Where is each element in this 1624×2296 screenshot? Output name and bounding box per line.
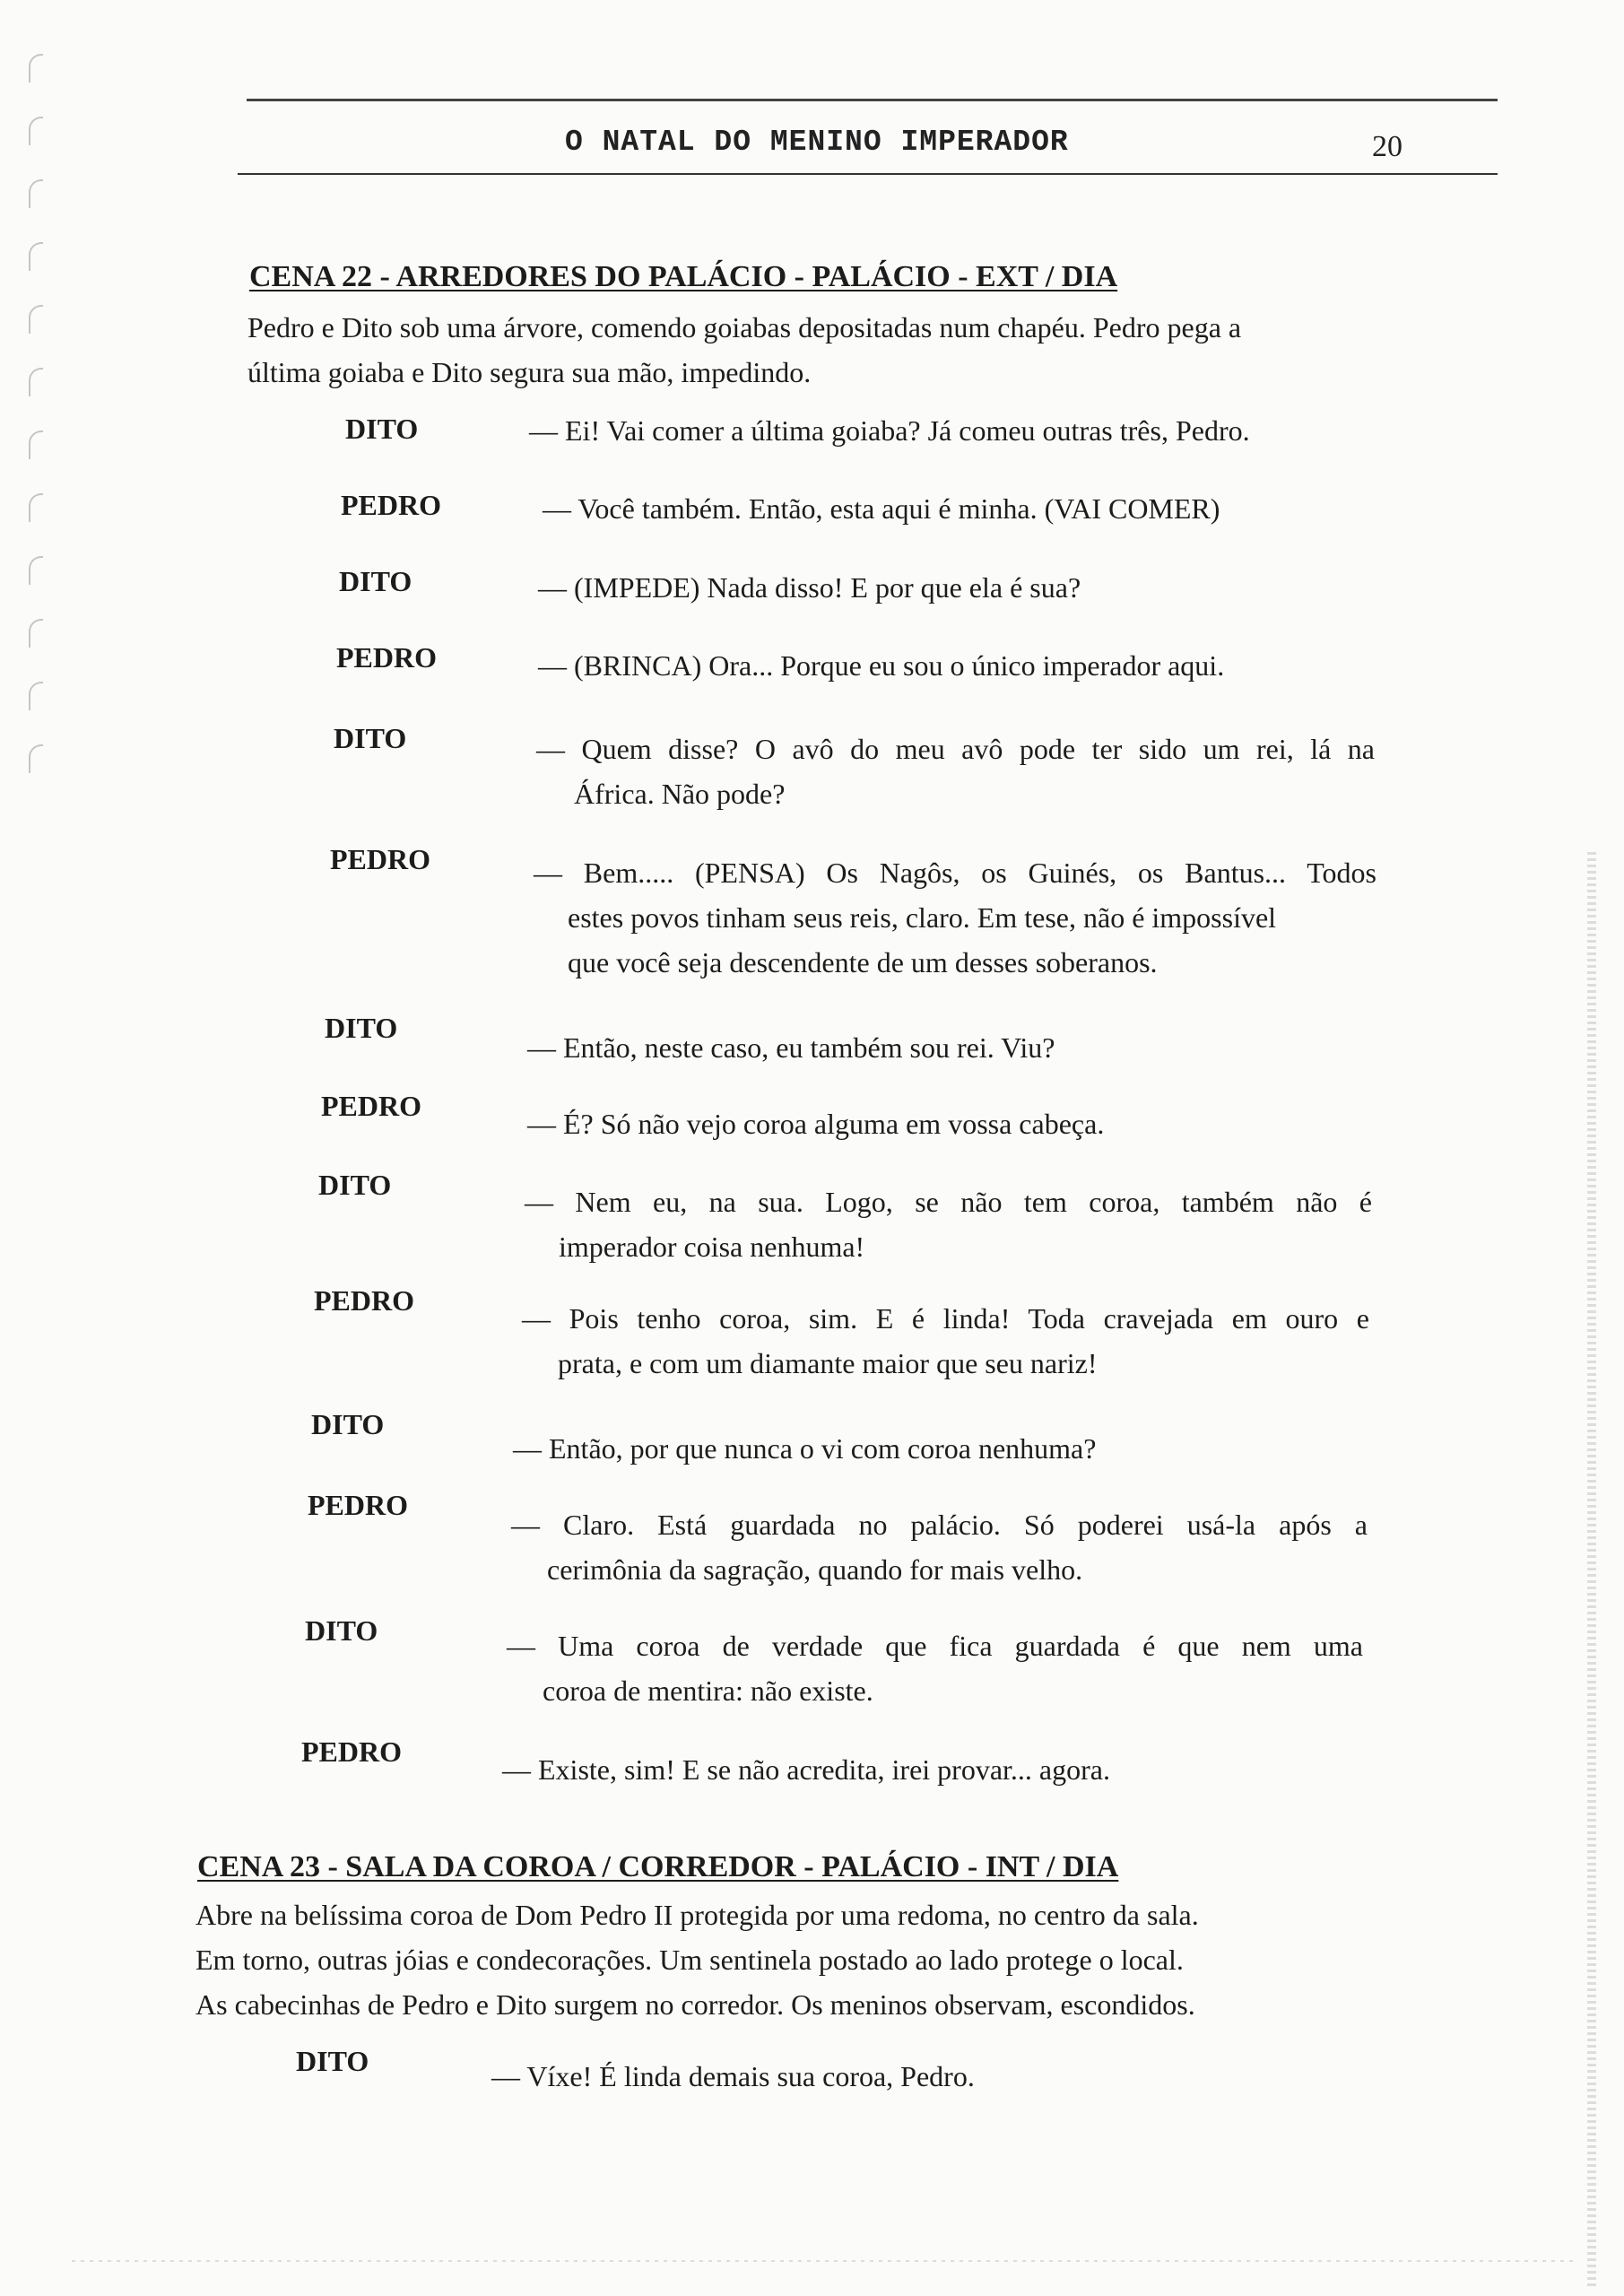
character-name-pedro: PEDRO bbox=[301, 1735, 402, 1768]
dialogue-text: coroa de mentira: não existe. bbox=[543, 1674, 873, 1707]
character-name-dito: DITO bbox=[325, 1012, 398, 1044]
scene-heading-23: CENA 23 - SALA DA COROA / CORREDOR - PALÁCIO - INT / DIA bbox=[197, 1850, 1119, 1883]
dialogue-line bbox=[511, 1502, 1368, 1592]
dialogue-text: — (BRINCA) Ora... Porque eu sou o único imperador aqui. bbox=[538, 649, 1225, 682]
dialogue-text: prata, e com um diamante maior que seu nariz! bbox=[558, 1347, 1098, 1379]
dialogue-line bbox=[522, 1296, 1369, 1386]
action-line: As cabecinhas de Pedro e Dito surgem no corredor. Os meninos observam, escondidos. bbox=[195, 1988, 1195, 2021]
dialogue-text: — Então, por que nunca o vi com coroa nenhuma? bbox=[513, 1432, 1097, 1465]
dialogue-line bbox=[538, 643, 1224, 688]
character-name-pedro: PEDRO bbox=[314, 1284, 414, 1317]
character-name-pedro: PEDRO bbox=[341, 489, 441, 521]
dialogue-text: — Bem..... (PENSA) Os Nagôs, os Guinés, os Bantus... Todos bbox=[534, 857, 1376, 889]
binding-hole-marks bbox=[20, 18, 56, 825]
action-line: Pedro e Dito sob uma árvore, comendo goiabas depositadas num chapéu. Pedro pega a bbox=[248, 311, 1242, 344]
dialogue-line bbox=[527, 1025, 1055, 1070]
dialogue-text: que você seja descendente de um desses soberanos. bbox=[568, 946, 1158, 978]
dialogue-text: — Uma coroa de verdade que fica guardada é que nem uma bbox=[507, 1630, 1363, 1662]
character-name-dito: DITO bbox=[296, 2045, 369, 2077]
scene-action-22 bbox=[248, 305, 1404, 395]
running-title: O NATAL DO MENINO IMPERADOR bbox=[565, 126, 1069, 159]
action-line: Abre na belíssima coroa de Dom Pedro II protegida por uma redoma, no centro da sala. bbox=[195, 1899, 1199, 1931]
dialogue-line bbox=[525, 1179, 1372, 1269]
dialogue-text: — (IMPEDE) Nada disso! E por que ela é sua? bbox=[538, 571, 1081, 604]
character-name-dito: DITO bbox=[311, 1408, 385, 1440]
scene-heading-22: CENA 22 - ARREDORES DO PALÁCIO - PALÁCIO - EXT / DIA bbox=[249, 260, 1118, 293]
dialogue-text: cerimônia da sagração, quando for mais velho. bbox=[547, 1553, 1083, 1586]
character-name-pedro: PEDRO bbox=[330, 843, 430, 875]
dialogue-text: — Víxe! É linda demais sua coroa, Pedro. bbox=[491, 2060, 975, 2092]
scene-action-23 bbox=[195, 1892, 1361, 2027]
dialogue-line bbox=[513, 1426, 1096, 1471]
dialogue-text: — Quem disse? O avô do meu avô pode ter sido um rei, lá na bbox=[536, 733, 1375, 765]
dialogue-text: — Nem eu, na sua. Logo, se não tem coroa, também não é bbox=[525, 1186, 1372, 1218]
dialogue-text: — Então, neste caso, eu também sou rei. Viu? bbox=[527, 1031, 1055, 1064]
dialogue-text: — Existe, sim! E se não acredita, irei provar... agora. bbox=[502, 1753, 1110, 1786]
dialogue-line bbox=[536, 726, 1375, 816]
dialogue-text: — Claro. Está guardada no palácio. Só poderei usá-la após a bbox=[511, 1509, 1368, 1541]
character-name-pedro: PEDRO bbox=[308, 1489, 408, 1521]
character-name-pedro: PEDRO bbox=[336, 641, 437, 674]
character-name-dito: DITO bbox=[334, 722, 407, 754]
character-name-dito: DITO bbox=[318, 1169, 392, 1201]
dialogue-text: — É? Só não vejo coroa alguma em vossa cabeça. bbox=[527, 1108, 1105, 1140]
dialogue-line bbox=[543, 486, 1220, 531]
action-line: última goiaba e Dito segura sua mão, impedindo. bbox=[248, 356, 812, 388]
dialogue-line bbox=[507, 1623, 1363, 1713]
header-rule-top bbox=[247, 99, 1498, 101]
dialogue-line bbox=[534, 850, 1376, 985]
character-name-dito: DITO bbox=[305, 1614, 378, 1647]
page-number: 20 bbox=[1372, 130, 1403, 163]
dialogue-text: — Ei! Vai comer a última goiaba? Já comeu outras três, Pedro. bbox=[529, 414, 1250, 447]
dialogue-text: África. Não pode? bbox=[574, 778, 786, 810]
dialogue-line bbox=[491, 2054, 975, 2099]
header-rule-bottom bbox=[238, 173, 1498, 175]
dialogue-line bbox=[502, 1747, 1110, 1792]
dialogue-line bbox=[529, 408, 1250, 453]
action-line: Em torno, outras jóias e condecorações. Um sentinela postado ao lado protege o local. bbox=[195, 1944, 1184, 1976]
character-name-dito: DITO bbox=[345, 413, 419, 445]
dialogue-text: — Você também. Então, esta aqui é minha. (VAI COMER) bbox=[543, 492, 1220, 525]
scan-bottom-noise bbox=[72, 2260, 1578, 2262]
dialogue-text: estes povos tinham seus reis, claro. Em tese, não é impossível bbox=[568, 901, 1277, 934]
dialogue-line bbox=[538, 565, 1081, 610]
dialogue-text: imperador coisa nenhuma! bbox=[559, 1231, 865, 1263]
character-name-pedro: PEDRO bbox=[321, 1090, 421, 1122]
dialogue-text: — Pois tenho coroa, sim. E é linda! Toda cravejada em ouro e bbox=[522, 1302, 1369, 1335]
scan-edge-shadow bbox=[1587, 852, 1596, 2287]
character-name-dito: DITO bbox=[339, 565, 413, 597]
dialogue-line bbox=[527, 1101, 1104, 1146]
